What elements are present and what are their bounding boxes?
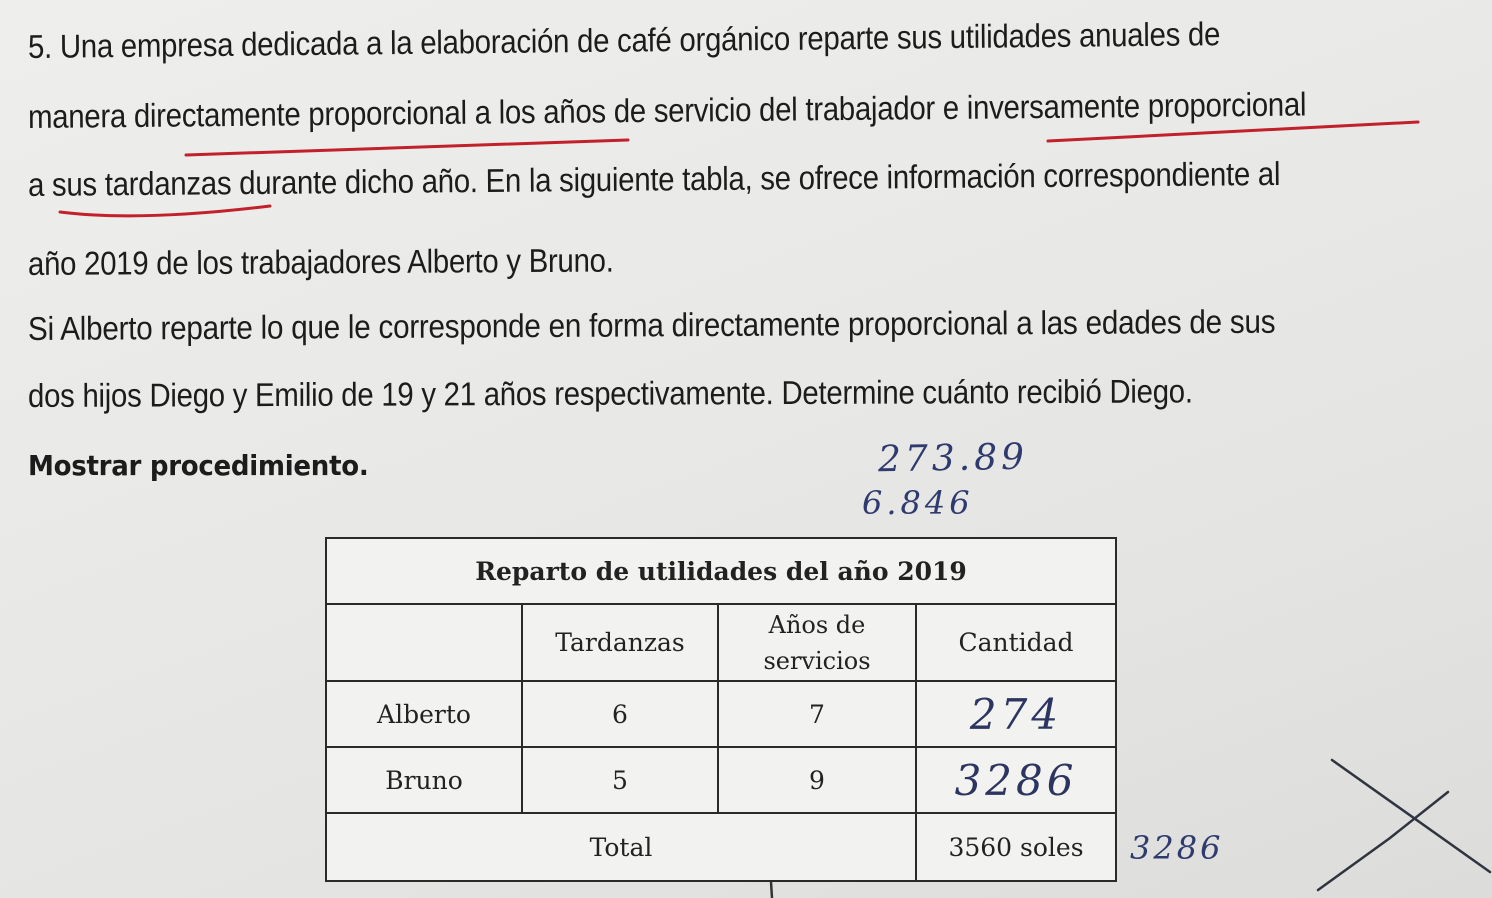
header-tardanzas: Tardanzas xyxy=(522,604,718,681)
row-tardanzas: 6 xyxy=(522,681,718,747)
problem-line-2: manera directamente proporcional a los años de servicio del trabajador e inversamente proporcional xyxy=(27,85,1307,135)
row-name: Alberto xyxy=(326,681,522,747)
problem-line-4: año 2019 de los trabajadores Alberto y Bruno. xyxy=(27,241,614,282)
row-cantidad: 3286 xyxy=(916,747,1116,813)
problem-line-1: 5. Una empresa dedicada a la elaboración de café orgánico reparte sus utilidades anuales de xyxy=(27,15,1221,65)
total-value: 3560 soles xyxy=(916,813,1116,881)
pen-tick xyxy=(771,882,772,898)
row-anos: 7 xyxy=(718,681,916,747)
problem-line-6: dos hijos Diego y Emilio de 19 y 21 años respectivamente. Determine cuánto recibió Diego. xyxy=(27,372,1193,414)
row-anos: 9 xyxy=(718,747,916,813)
row-cantidad: 274 xyxy=(916,681,1116,747)
problem-line-3: a sus tardanzas durante dicho año. En la siguiente tabla, se ofrece información correspondiente al xyxy=(27,154,1281,203)
table-row xyxy=(326,747,1116,813)
row-tardanzas: 5 xyxy=(522,747,718,813)
table-title: Reparto de utilidades del año 2019 xyxy=(326,538,1116,604)
row-name: Bruno xyxy=(326,747,522,813)
header-blank xyxy=(326,604,522,681)
header-anos-label: Años de servicios xyxy=(763,610,871,675)
table-row xyxy=(326,681,1116,747)
cross-mark xyxy=(1318,760,1490,890)
header-anos xyxy=(718,604,916,681)
problem-line-5: Si Alberto reparte lo que le corresponde en forma directamente proporcional a las edades de sus xyxy=(27,302,1276,347)
header-cantidad: Cantidad xyxy=(916,604,1116,681)
profits-table xyxy=(325,537,1117,882)
total-label: Total xyxy=(326,813,916,881)
handwritten-total-note: 3286 xyxy=(1130,829,1224,867)
red-underline-3 xyxy=(60,206,270,216)
handwritten-note-1: 273.89 xyxy=(877,436,1029,481)
red-underline-1 xyxy=(186,140,628,155)
handwritten-note-2: 6.846 xyxy=(862,484,974,522)
instruction-text: Mostrar procedimiento. xyxy=(28,449,369,482)
